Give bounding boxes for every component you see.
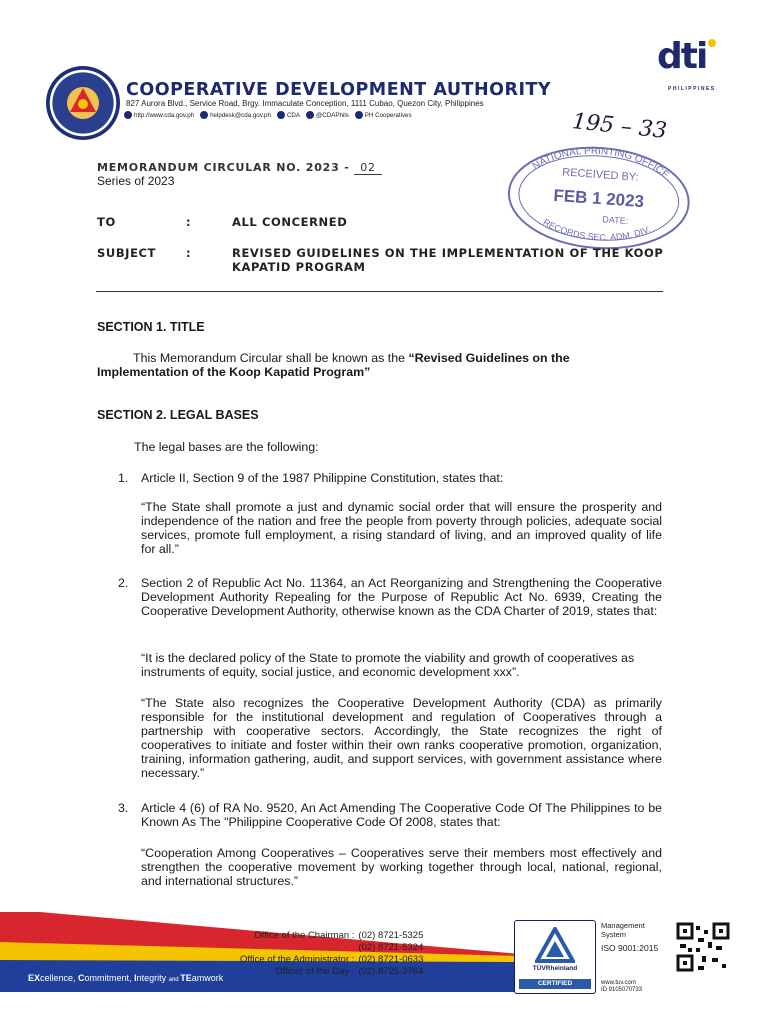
management-system: Management System bbox=[601, 921, 645, 939]
section1-paragraph bbox=[97, 351, 663, 379]
contact-twitter bbox=[306, 111, 349, 119]
youtube-icon bbox=[355, 111, 363, 119]
office-row bbox=[240, 930, 444, 942]
contact-youtube bbox=[355, 111, 412, 119]
website-text: http://www.cda.gov.ph bbox=[134, 111, 195, 119]
received-stamp bbox=[501, 134, 696, 257]
list-item-quote: “Cooperation Among Cooperatives – Cooperatives serve their members most effectively and strengthen the cooperative movement by working together through local, national, regional, and international structures.” bbox=[141, 846, 662, 888]
to-label: TO bbox=[97, 215, 116, 229]
dti-logo bbox=[657, 36, 721, 90]
section2-heading: SECTION 2. LEGAL BASES bbox=[97, 408, 259, 422]
youtube-text: PH Cooperatives bbox=[364, 111, 412, 119]
motto-ex: EX bbox=[28, 973, 41, 983]
motto-commitment: ommitment, bbox=[84, 973, 135, 983]
agency-address: 827 Aurora Blvd., Service Road, Brgy. Immaculate Conception, 1111 Cubao, Quezon City, Philippines bbox=[126, 99, 484, 108]
stamp-date: FEB 1 2023 bbox=[552, 185, 645, 212]
stamp-top-text: NATIONAL PRINTING OFFICE bbox=[530, 145, 671, 182]
memo-number-label: MEMORANDUM CIRCULAR NO. 2023 - bbox=[97, 161, 350, 174]
motto-excellence: cellence, bbox=[40, 973, 79, 983]
stamp-received: RECEIVED BY: bbox=[561, 166, 639, 184]
subject-value: REVISED GUIDELINES ON THE IMPLEMENTATION OF THE KOOP KAPATID PROGRAM bbox=[232, 246, 664, 274]
memo-number-value: 02 bbox=[354, 161, 382, 175]
contact-bar bbox=[124, 111, 412, 119]
motto-i: I bbox=[134, 973, 137, 983]
memo-number bbox=[97, 161, 382, 175]
section1-title-bold: “Revised Guidelines on the Implementation of the Koop Kapatid Program” bbox=[97, 351, 570, 379]
tuv-site-text: www.tuv.com bbox=[601, 980, 636, 986]
tuv-id-text: ID 9105070733 bbox=[601, 987, 643, 993]
dti-logo-text: dti bbox=[657, 36, 707, 77]
agency-name: COOPERATIVE DEVELOPMENT AUTHORITY bbox=[126, 80, 552, 100]
dti-subtext: PHILIPPINES bbox=[668, 86, 716, 92]
motto-c: C bbox=[78, 973, 85, 983]
office-label: Officer of the Day : bbox=[275, 966, 355, 977]
motto-te: TE bbox=[180, 973, 192, 983]
tuv-website bbox=[601, 980, 642, 994]
contact-website bbox=[124, 111, 194, 119]
stamp-bottom-text: RECORDS SEC. ADM. DIV. bbox=[541, 216, 652, 243]
tuv-name: TÜVRheinland bbox=[532, 965, 578, 972]
office-label: Office of the Chairman : bbox=[254, 930, 355, 941]
subject-colon: : bbox=[186, 246, 192, 260]
section1-text: This Memorandum Circular shall be known as the bbox=[133, 351, 409, 365]
twitter-icon bbox=[306, 111, 314, 119]
office-row bbox=[240, 942, 444, 954]
office-row bbox=[240, 966, 444, 978]
contact-email bbox=[200, 111, 271, 119]
tuv-certification-badge bbox=[514, 920, 596, 994]
cda-seal-logo bbox=[46, 66, 120, 140]
seal-emblem-icon bbox=[68, 86, 98, 116]
to-value: ALL CONCERNED bbox=[232, 215, 348, 229]
office-contacts bbox=[240, 930, 444, 978]
office-phone: (02) 8725-3764 bbox=[358, 966, 424, 977]
list-item-quote: “The State shall promote a just and dynamic social order that will ensure the prosperity and independence of the nation and free the people from poverty through policies, adequate social services, promote full employment, a rising standard of living, and an improved quality of life for all.” bbox=[141, 500, 662, 556]
list-item-number: 3. bbox=[118, 801, 129, 815]
tuv-certified-label: CERTIFIED bbox=[519, 979, 591, 989]
list-item-number: 1. bbox=[118, 471, 129, 485]
footer-motto bbox=[28, 973, 223, 983]
handwritten-note: 195 – 33 bbox=[570, 109, 669, 144]
facebook-icon bbox=[277, 111, 285, 119]
section1-heading: SECTION 1. TITLE bbox=[97, 320, 205, 334]
globe-icon bbox=[124, 111, 132, 119]
memo-series: Series of 2023 bbox=[97, 174, 175, 188]
list-item-quote: “The State also recognizes the Cooperative Development Authority (CDA) as primarily responsible for the institutional development and regulation of Cooperatives through a partnership with cooperative sectors. Accordingly, the State recognizes the right of cooperatives to initiate and foster within their own ranks cooperative promotion, organization, training, information gathering, audit, and support services, with government assistance where necessary.” bbox=[141, 696, 662, 780]
office-phone: (02) 8721-5324 bbox=[358, 942, 424, 953]
dti-sun-icon bbox=[705, 36, 719, 50]
stamp-date-label: DATE: bbox=[602, 214, 629, 227]
list-item-text: Article 4 (6) of RA No. 9520, An Act Amending The Cooperative Code Of The Philippines to be Known As The "Philippine Cooperative Code Of 2008, states that: bbox=[141, 801, 662, 829]
office-phone: (02) 8721-5325 bbox=[358, 930, 424, 941]
subject-label: SUBJECT bbox=[97, 246, 157, 260]
to-colon: : bbox=[186, 215, 192, 229]
tuv-triangle-icon bbox=[535, 927, 575, 963]
email-icon bbox=[200, 111, 208, 119]
office-phone: (02) 8721-0633 bbox=[358, 954, 424, 965]
list-item-quote: “It is the declared policy of the State to promote the viability and growth of cooperatives as instruments of equity, social justice, and economic development xxx”. bbox=[141, 651, 635, 679]
office-label: Office of the Administrator : bbox=[240, 954, 355, 965]
facebook-text: CDA bbox=[286, 111, 301, 119]
header-divider bbox=[96, 291, 663, 292]
email-text: helpdesk@cda.gov.ph bbox=[210, 111, 271, 119]
qr-code-icon bbox=[676, 922, 730, 972]
motto-and: and bbox=[168, 977, 181, 983]
twitter-text: @CDAPhils bbox=[316, 111, 349, 119]
office-row bbox=[240, 954, 444, 966]
motto-teamwork: amwork bbox=[191, 973, 224, 983]
section2-intro: The legal bases are the following: bbox=[134, 440, 319, 454]
contact-facebook bbox=[277, 111, 300, 119]
list-item-number: 2. bbox=[118, 576, 129, 590]
list-item-text: Article II, Section 9 of the 1987 Philippine Constitution, states that: bbox=[141, 471, 504, 485]
iso-standard: ISO 9001:2015 bbox=[601, 943, 659, 953]
motto-integrity: ntegrity bbox=[136, 973, 169, 983]
list-item-text: Section 2 of Republic Act No. 11364, an Act Reorganizing and Strengthening the Cooperative Development Authority Repealing for the Purpose of Republic Act No. 6939, Creating the Cooperative Development Authority, otherwise known as the CDA Charter of 2019, states that: bbox=[141, 576, 662, 618]
